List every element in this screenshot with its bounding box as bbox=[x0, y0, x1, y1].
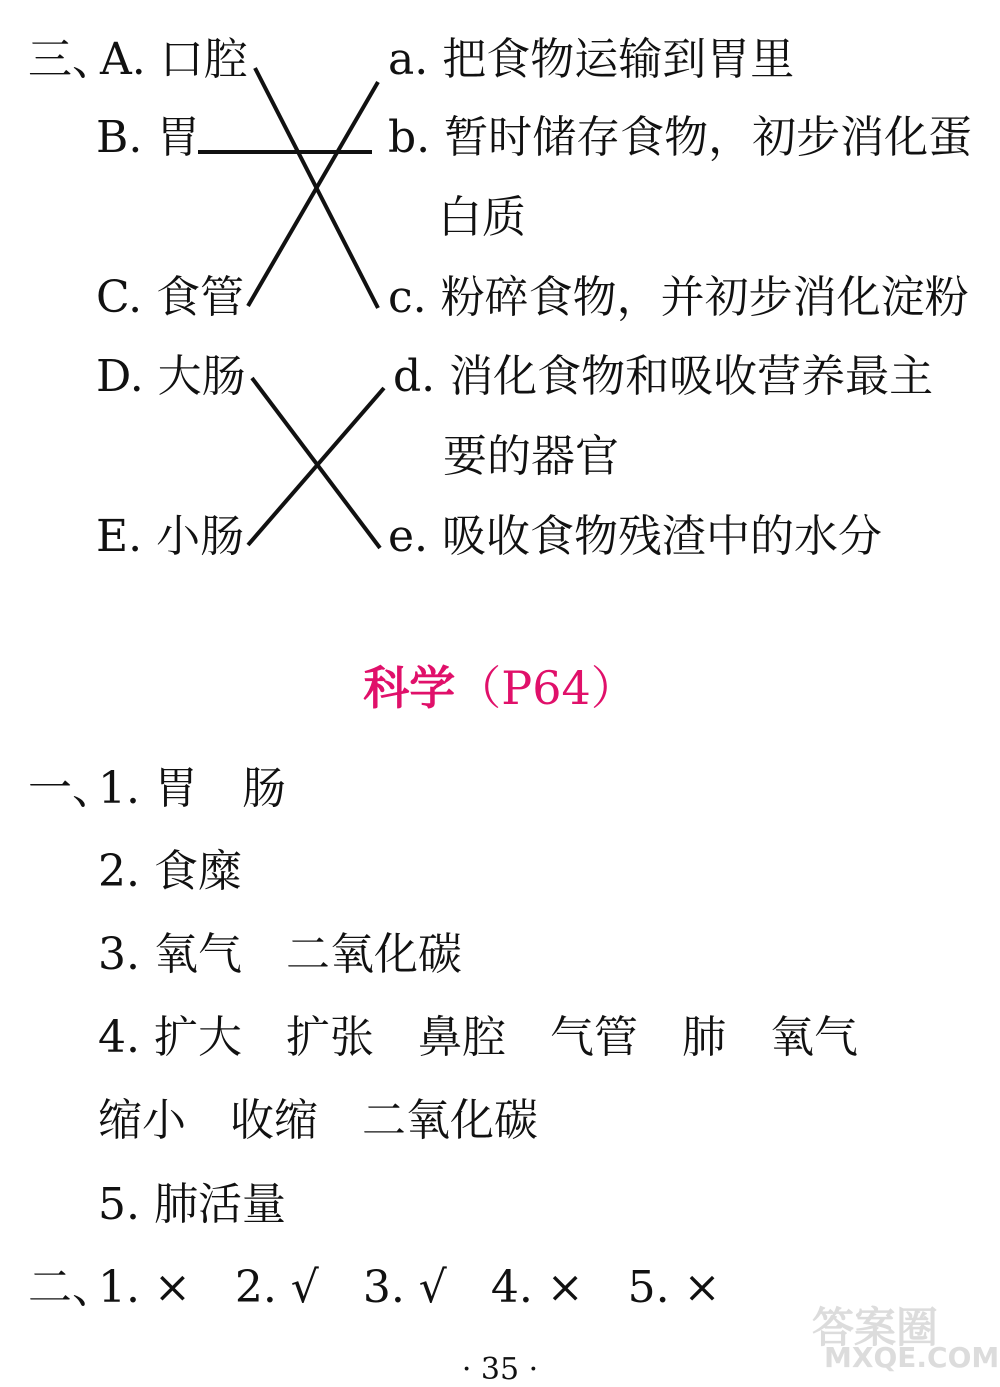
watermark-logo bbox=[812, 1295, 1000, 1375]
part-1-line-5: 5. 肺活量 bbox=[98, 1179, 286, 1230]
part-1-line-4: 4. 扩大 扩张 鼻腔 气管 肺 氧气 bbox=[98, 1012, 858, 1063]
right-item-b: b. 暂时储存食物，初步消化蛋 bbox=[388, 112, 973, 163]
right-item-d: d. 消化食物和吸收营养最主 bbox=[393, 351, 934, 402]
matching-lines bbox=[0, 0, 1000, 600]
part-2-label: 二、 bbox=[28, 1262, 116, 1313]
left-item-b: B. 胃 bbox=[96, 112, 201, 163]
watermark-badge: 答案圈 bbox=[812, 1303, 939, 1352]
right-item-d-cont: 要的器官 bbox=[443, 431, 619, 482]
right-item-c: c. 粉碎食物，并初步消化淀粉 bbox=[388, 272, 969, 323]
science-title-page: （P64） bbox=[455, 661, 637, 715]
part-1-line-1: 1. 胃 肠 bbox=[98, 763, 286, 814]
page-number: · 35 · bbox=[461, 1352, 539, 1387]
left-item-c: C. 食管 bbox=[96, 272, 245, 323]
right-item-a: a. 把食物运输到胃里 bbox=[388, 34, 795, 85]
section-3-label: 三、 bbox=[28, 34, 116, 85]
part-1-line-3: 3. 氧气 二氧化碳 bbox=[98, 929, 462, 980]
match-line-e-d bbox=[248, 388, 384, 545]
left-item-a: A. 口腔 bbox=[100, 34, 248, 85]
left-item-e: E. 小肠 bbox=[96, 511, 245, 562]
right-item-b-cont: 白质 bbox=[438, 192, 526, 243]
left-item-d: D. 大肠 bbox=[96, 351, 246, 402]
part-2-answers: 1. × 2. √ 3. √ 4. × 5. × bbox=[98, 1262, 721, 1313]
science-title bbox=[0, 652, 1000, 718]
science-title-main: 科学 bbox=[363, 661, 456, 715]
match-line-d-e bbox=[252, 378, 380, 548]
part-1-line-4-cont: 缩小 收缩 二氧化碳 bbox=[98, 1095, 538, 1146]
right-item-e: e. 吸收食物残渣中的水分 bbox=[388, 511, 883, 562]
part-1-label: 一、 bbox=[28, 763, 116, 814]
watermark-url: MXQE.COM bbox=[824, 1341, 1000, 1374]
part-1-line-2: 2. 食糜 bbox=[98, 846, 242, 897]
